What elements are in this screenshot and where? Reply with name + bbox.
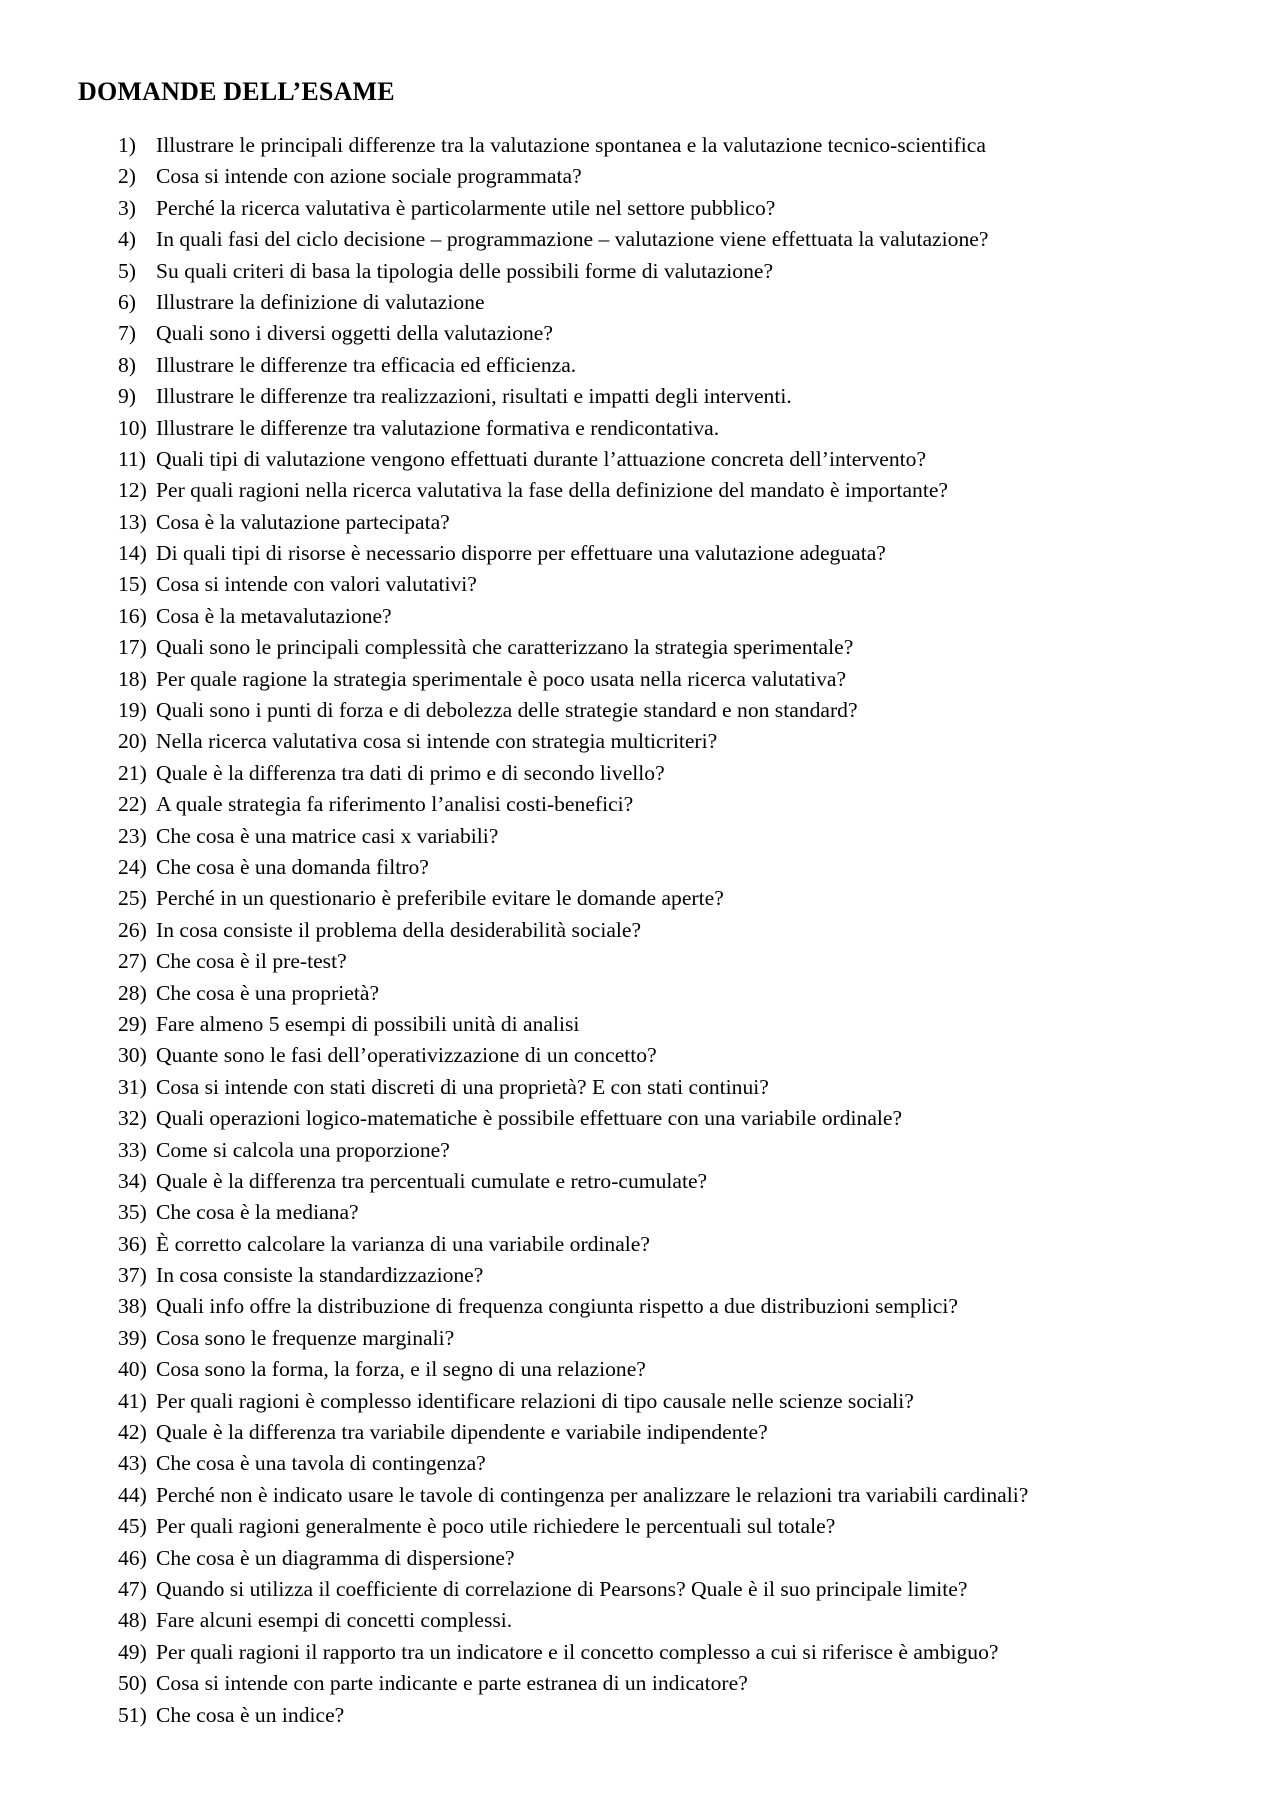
question-text: Per quali ragioni generalmente è poco utile richiedere le percentuali sul totale? [156,1514,836,1539]
question-number: 32) [118,1106,147,1131]
question-text: Quale è la differenza tra percentuali cumulate e retro-cumulate? [156,1168,708,1193]
question-item [118,1637,1248,1668]
question-item [118,695,1248,726]
question-number: 35) [118,1200,147,1225]
question-text: Che cosa è una domanda filtro? [156,854,429,879]
question-item [118,1700,1248,1731]
question-text: Che cosa è una proprietà? [156,980,380,1005]
question-number: 1) [118,133,136,157]
question-item [118,381,1248,412]
question-item [118,1386,1248,1417]
question-item [118,1448,1248,1479]
question-number: 9) [118,384,136,409]
question-item [118,1291,1248,1322]
question-text: Quali tipi di valutazione vengono effettuati durante l’attuazione concreta dell’intervento? [156,446,927,471]
question-text: Nella ricerca valutativa cosa si intende con strategia multicriteri? [156,729,718,754]
question-text: Quali sono i diversi oggetti della valutazione? [156,321,553,346]
question-item [118,758,1248,789]
question-item [118,475,1248,506]
question-item [118,130,1248,161]
question-text: Che cosa è un indice? [156,1702,345,1727]
question-number: 30) [118,1043,147,1068]
question-number: 2) [118,164,136,189]
question-number: 39) [118,1325,147,1350]
question-item [118,1040,1248,1071]
question-text: Su quali criteri di basa la tipologia delle possibili forme di valutazione? [156,258,774,283]
question-text: In cosa consiste il problema della desiderabilità sociale? [156,917,642,942]
question-item [118,1260,1248,1291]
question-number: 12) [118,478,147,503]
question-text: Illustrare le principali differenze tra la valutazione spontanea e la valutazione tecnico-scientifica [156,133,986,157]
question-text: Cosa sono le frequenze marginali? [156,1325,455,1350]
question-text: Che cosa è una tavola di contingenza? [156,1451,486,1476]
question-item [118,569,1248,600]
question-item [118,287,1248,318]
question-item [118,1354,1248,1385]
question-item [118,1323,1248,1354]
question-item [118,789,1248,820]
question-number: 24) [118,854,147,879]
question-number: 7) [118,321,136,346]
question-text: Per quali ragioni il rapporto tra un indicatore e il concetto complesso a cui si riferisce è ambiguo? [156,1639,999,1664]
question-text: Illustrare le differenze tra realizzazioni, risultati e impatti degli interventi. [156,384,792,409]
question-item [118,978,1248,1009]
question-text: Cosa è la metavalutazione? [156,603,392,628]
question-text: Che cosa è la mediana? [156,1200,359,1225]
question-item [118,350,1248,381]
question-number: 29) [118,1011,147,1036]
question-text: Perché non è indicato usare le tavole di contingenza per analizzare le relazioni tra variabili cardinali? [156,1482,1029,1507]
question-item [118,1574,1248,1605]
question-item [118,1605,1248,1636]
question-item [118,915,1248,946]
question-number: 22) [118,792,147,817]
question-text: A quale strategia fa riferimento l’analisi costi-benefici? [156,792,634,817]
question-text: Fare alcuni esempi di concetti complessi. [156,1608,513,1633]
question-number: 20) [118,729,147,754]
question-item [118,1166,1248,1197]
question-number: 42) [118,1420,147,1445]
question-item [118,821,1248,852]
question-number: 51) [118,1702,147,1727]
question-number: 18) [118,666,147,691]
question-number: 45) [118,1514,147,1539]
question-item [118,1480,1248,1511]
page-title: DOMANDE DELL’ESAME [78,77,395,106]
question-item [118,318,1248,349]
question-item [118,444,1248,475]
question-number: 44) [118,1482,147,1507]
question-number: 14) [118,541,147,566]
question-text: Come si calcola una proporzione? [156,1137,450,1162]
question-number: 13) [118,509,147,534]
question-number: 38) [118,1294,147,1319]
question-text: Per quali ragioni nella ricerca valutativa la fase della definizione del mandato è importante? [156,478,949,503]
question-text: Cosa sono la forma, la forza, e il segno di una relazione? [156,1357,646,1382]
question-text: Quali operazioni logico-matematiche è possibile effettuare con una variabile ordinale? [156,1106,903,1131]
question-text: Fare almeno 5 esempi di possibili unità di analisi [156,1011,580,1036]
question-number: 33) [118,1137,147,1162]
question-number: 49) [118,1639,147,1664]
question-list [118,130,1248,1731]
question-number: 6) [118,289,136,314]
question-number: 47) [118,1576,147,1601]
question-number: 46) [118,1545,147,1570]
question-text: Illustrare le differenze tra valutazione formativa e rendicontativa. [156,415,720,440]
question-text: Perché la ricerca valutativa è particolarmente utile nel settore pubblico? [156,195,776,220]
question-text: Cosa si intende con valori valutativi? [156,572,477,597]
question-number: 5) [118,258,136,283]
question-number: 50) [118,1671,147,1696]
question-text: Illustrare le differenze tra efficacia ed efficienza. [156,352,577,377]
question-item [118,1668,1248,1699]
question-text: Quale è la differenza tra variabile dipendente e variabile indipendente? [156,1420,768,1445]
question-text: Per quali ragioni è complesso identificare relazioni di tipo causale nelle scienze sociali? [156,1388,914,1413]
question-item [118,946,1248,977]
question-text: Cosa si intende con parte indicante e parte estranea di un indicatore? [156,1671,748,1696]
question-text: Cosa si intende con stati discreti di una proprietà? E con stati continui? [156,1074,769,1099]
question-number: 3) [118,195,136,220]
question-item [118,193,1248,224]
question-number: 15) [118,572,147,597]
question-item [118,664,1248,695]
question-text: Per quale ragione la strategia sperimentale è poco usata nella ricerca valutativa? [156,666,847,691]
question-item [118,601,1248,632]
question-item [118,852,1248,883]
question-text: Quali sono le principali complessità che caratterizzano la strategia sperimentale? [156,635,854,660]
question-text: Che cosa è un diagramma di dispersione? [156,1545,515,1570]
question-text: È corretto calcolare la varianza di una variabile ordinale? [156,1231,650,1256]
question-text: Che cosa è il pre-test? [156,949,347,974]
question-text: Quando si utilizza il coefficiente di correlazione di Pearsons? Quale è il suo principale limite? [156,1576,968,1601]
question-number: 36) [118,1231,147,1256]
question-item [118,726,1248,757]
question-number: 37) [118,1263,147,1288]
question-text: Quali info offre la distribuzione di frequenza congiunta rispetto a due distribuzioni semplici? [156,1294,958,1319]
question-text: Perché in un questionario è preferibile evitare le domande aperte? [156,886,724,911]
question-item [118,1135,1248,1166]
question-number: 31) [118,1074,147,1099]
question-number: 26) [118,917,147,942]
question-text: In cosa consiste la standardizzazione? [156,1263,484,1288]
question-number: 8) [118,352,136,377]
question-number: 19) [118,698,147,723]
question-item [118,1197,1248,1228]
question-text: Cosa è la valutazione partecipata? [156,509,450,534]
question-item [118,413,1248,444]
question-number: 16) [118,603,147,628]
question-text: Di quali tipi di risorse è necessario disporre per effettuare una valutazione adeguata? [156,541,886,566]
question-item [118,1009,1248,1040]
question-text: Cosa si intende con azione sociale programmata? [156,164,582,189]
question-item [118,1543,1248,1574]
question-item [118,1417,1248,1448]
question-item [118,538,1248,569]
question-item [118,1072,1248,1103]
question-text: Che cosa è una matrice casi x variabili? [156,823,499,848]
question-number: 28) [118,980,147,1005]
question-number: 23) [118,823,147,848]
question-number: 43) [118,1451,147,1476]
question-item [118,1511,1248,1542]
question-text: Illustrare la definizione di valutazione [156,289,485,314]
question-number: 48) [118,1608,147,1633]
question-number: 4) [118,227,136,252]
question-item [118,1229,1248,1260]
question-item [118,632,1248,663]
question-item [118,1103,1248,1134]
question-text: Quante sono le fasi dell’operativizzazione di un concetto? [156,1043,657,1068]
question-item [118,256,1248,287]
question-number: 34) [118,1168,147,1193]
question-text: In quali fasi del ciclo decisione – programmazione – valutazione viene effettuata la valutazione? [156,227,989,252]
question-number: 21) [118,760,147,785]
question-number: 40) [118,1357,147,1382]
question-item [118,507,1248,538]
question-item [118,883,1248,914]
question-text: Quale è la differenza tra dati di primo e di secondo livello? [156,760,665,785]
question-number: 10) [118,415,147,440]
question-number: 41) [118,1388,147,1413]
question-item [118,161,1248,192]
question-text: Quali sono i punti di forza e di debolezza delle strategie standard e non standard? [156,698,858,723]
question-number: 11) [118,446,146,471]
question-number: 25) [118,886,147,911]
question-item [118,224,1248,255]
question-number: 17) [118,635,147,660]
question-number: 27) [118,949,147,974]
